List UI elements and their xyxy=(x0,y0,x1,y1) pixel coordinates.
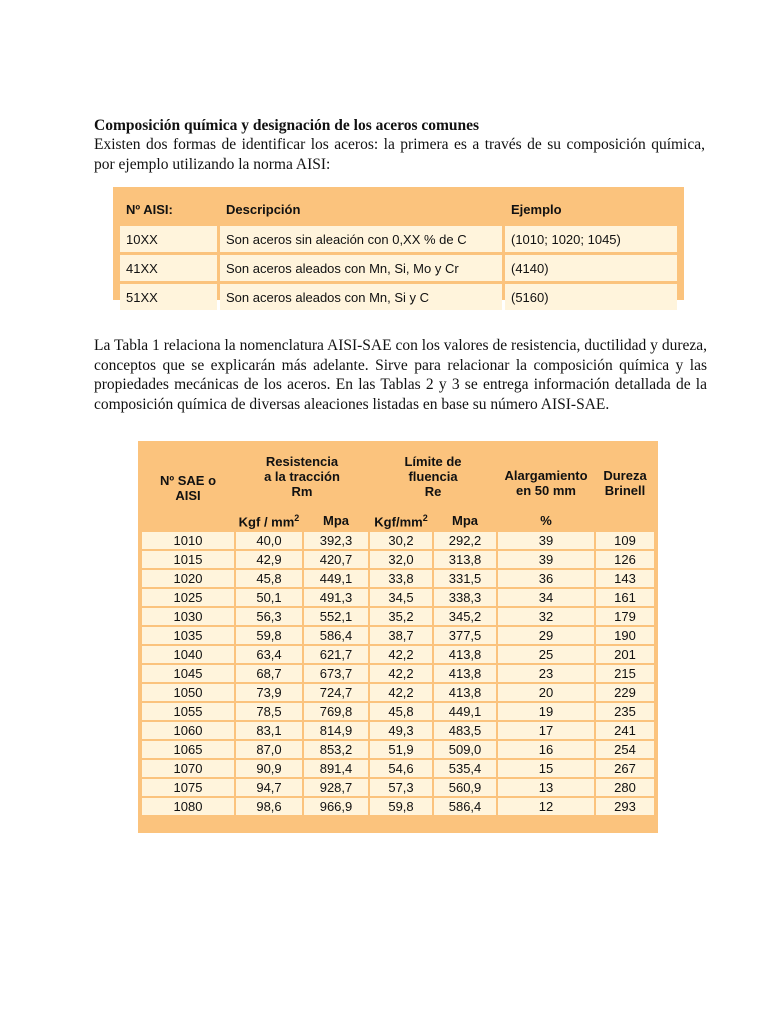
cell-rm-kgf: 59,8 xyxy=(236,627,302,644)
cell-rm-kgf: 83,1 xyxy=(236,722,302,739)
cell-hardness: 215 xyxy=(596,665,654,682)
cell-rm-kgf: 56,3 xyxy=(236,608,302,625)
cell-sae: 1010 xyxy=(142,532,234,549)
header-empty xyxy=(596,510,654,530)
cell-hardness: 190 xyxy=(596,627,654,644)
cell-elongation: 15 xyxy=(498,760,594,777)
cell-re-kgf: 32,0 xyxy=(370,551,432,568)
header-sae-aisi xyxy=(142,445,234,530)
steel-properties-table xyxy=(138,441,658,833)
cell-re-kgf: 30,2 xyxy=(370,532,432,549)
cell-example: (1010; 1020; 1045) xyxy=(505,226,677,252)
cell-hardness: 280 xyxy=(596,779,654,796)
cell-sae: 1055 xyxy=(142,703,234,720)
cell-elongation: 17 xyxy=(498,722,594,739)
cell-sae: 1035 xyxy=(142,627,234,644)
cell-hardness: 254 xyxy=(596,741,654,758)
table-row xyxy=(142,703,654,720)
cell-sae: 1025 xyxy=(142,589,234,606)
cell-rm-kgf: 63,4 xyxy=(236,646,302,663)
cell-elongation: 32 xyxy=(498,608,594,625)
header-example: Ejemplo xyxy=(511,201,562,217)
body-paragraph: La Tabla 1 relaciona la nomenclatura AISI-SAE con los valores de resistencia, ductilidad y dureza, conceptos que se explicarán más adelante. Sirve para relacionar la composición química y las propiedades mecánicas de los aceros. En las Tablas 2 y 3 se entrega información detallada de la composición química de diversas aleaciones listadas en base su número AISI-SAE. xyxy=(94,337,707,413)
cell-elongation: 39 xyxy=(498,551,594,568)
intro-paragraph: Existen dos formas de identificar los aceros: la primera es a través de su composición química, por ejemplo utilizando la norma AISI: xyxy=(94,136,705,173)
cell-rm-mpa: 814,9 xyxy=(304,722,368,739)
cell-hardness: 293 xyxy=(596,798,654,815)
cell-elongation: 19 xyxy=(498,703,594,720)
header-brinell-hardness xyxy=(596,445,654,508)
table-header-row xyxy=(142,445,654,508)
cell-hardness: 267 xyxy=(596,760,654,777)
cell-re-kgf: 34,5 xyxy=(370,589,432,606)
cell-re-mpa: 509,0 xyxy=(434,741,496,758)
table-row xyxy=(142,665,654,682)
cell-hardness: 201 xyxy=(596,646,654,663)
header-elongation xyxy=(498,445,594,508)
cell-sae: 1050 xyxy=(142,684,234,701)
header-line: Alargamiento xyxy=(504,467,588,483)
cell-hardness: 161 xyxy=(596,589,654,606)
cell-hardness: 229 xyxy=(596,684,654,701)
cell-re-mpa: 345,2 xyxy=(434,608,496,625)
cell-rm-mpa: 966,9 xyxy=(304,798,368,815)
cell-re-mpa: 449,1 xyxy=(434,703,496,720)
cell-description: Son aceros aleados con Mn, Si y C xyxy=(220,284,502,310)
table-row xyxy=(142,589,654,606)
cell-rm-mpa: 928,7 xyxy=(304,779,368,796)
cell-re-kgf: 49,3 xyxy=(370,722,432,739)
cell-rm-kgf: 78,5 xyxy=(236,703,302,720)
cell-re-mpa: 331,5 xyxy=(434,570,496,587)
table-row xyxy=(142,608,654,625)
cell-re-kgf: 57,3 xyxy=(370,779,432,796)
cell-re-kgf: 42,2 xyxy=(370,665,432,682)
cell-rm-mpa: 891,4 xyxy=(304,760,368,777)
header-line: Re xyxy=(424,484,442,499)
cell-rm-kgf: 68,7 xyxy=(236,665,302,682)
cell-hardness: 109 xyxy=(596,532,654,549)
cell-re-mpa: 483,5 xyxy=(434,722,496,739)
table-row xyxy=(142,722,654,739)
cell-rm-mpa: 449,1 xyxy=(304,570,368,587)
table-row xyxy=(120,226,677,252)
cell-rm-kgf: 73,9 xyxy=(236,684,302,701)
table-row xyxy=(120,255,677,281)
header-line: a la tracción xyxy=(264,469,340,484)
cell-sae: 1065 xyxy=(142,741,234,758)
cell-sae: 1060 xyxy=(142,722,234,739)
cell-re-kgf: 42,2 xyxy=(370,646,432,663)
cell-elongation: 25 xyxy=(498,646,594,663)
unit-superscript: 2 xyxy=(294,512,300,523)
table-row xyxy=(142,646,654,663)
cell-elongation: 20 xyxy=(498,684,594,701)
cell-hardness: 241 xyxy=(596,722,654,739)
cell-re-mpa: 338,3 xyxy=(434,589,496,606)
cell-re-mpa: 586,4 xyxy=(434,798,496,815)
aisi-designation-table xyxy=(113,187,684,305)
table-row xyxy=(142,684,654,701)
cell-rm-kgf: 42,9 xyxy=(236,551,302,568)
cell-rm-kgf: 50,1 xyxy=(236,589,302,606)
cell-aisi: 10XX xyxy=(120,226,217,252)
header-elong-unit: % xyxy=(540,512,552,528)
header-line: Brinell xyxy=(604,482,646,498)
cell-re-mpa: 413,8 xyxy=(434,684,496,701)
header-tensile-strength xyxy=(236,445,368,508)
cell-sae: 1080 xyxy=(142,798,234,815)
cell-hardness: 235 xyxy=(596,703,654,720)
cell-elongation: 36 xyxy=(498,570,594,587)
cell-rm-mpa: 392,3 xyxy=(304,532,368,549)
header-rm-mpa: Mpa xyxy=(323,512,349,528)
cell-hardness: 179 xyxy=(596,608,654,625)
cell-example: (4140) xyxy=(505,255,677,281)
cell-rm-mpa: 673,7 xyxy=(304,665,368,682)
header-aisi: Nº AISI: xyxy=(126,201,173,217)
cell-rm-kgf: 40,0 xyxy=(236,532,302,549)
cell-elongation: 39 xyxy=(498,532,594,549)
cell-sae: 1030 xyxy=(142,608,234,625)
table-row xyxy=(142,779,654,796)
cell-re-kgf: 54,6 xyxy=(370,760,432,777)
cell-sae: 1075 xyxy=(142,779,234,796)
cell-rm-mpa: 586,4 xyxy=(304,627,368,644)
table-row xyxy=(142,627,654,644)
cell-hardness: 126 xyxy=(596,551,654,568)
cell-example: (5160) xyxy=(505,284,677,310)
header-line: Dureza xyxy=(603,467,647,483)
cell-sae: 1015 xyxy=(142,551,234,568)
table-row xyxy=(142,760,654,777)
cell-re-mpa: 377,5 xyxy=(434,627,496,644)
cell-rm-mpa: 853,2 xyxy=(304,741,368,758)
cell-rm-kgf: 98,6 xyxy=(236,798,302,815)
cell-rm-mpa: 491,3 xyxy=(304,589,368,606)
cell-rm-kgf: 94,7 xyxy=(236,779,302,796)
cell-elongation: 29 xyxy=(498,627,594,644)
unit-text: Kgf / mm xyxy=(238,514,295,530)
cell-sae: 1020 xyxy=(142,570,234,587)
header-description: Descripción xyxy=(226,201,301,217)
cell-re-kgf: 51,9 xyxy=(370,741,432,758)
table-row xyxy=(142,570,654,587)
cell-re-mpa: 560,9 xyxy=(434,779,496,796)
table-row xyxy=(142,532,654,549)
cell-sae: 1040 xyxy=(142,646,234,663)
cell-elongation: 13 xyxy=(498,779,594,796)
header-line: AISI xyxy=(175,487,201,503)
cell-elongation: 16 xyxy=(498,741,594,758)
cell-re-kgf: 33,8 xyxy=(370,570,432,587)
header-line: en 50 mm xyxy=(516,482,576,498)
cell-re-kgf: 42,2 xyxy=(370,684,432,701)
cell-re-kgf: 59,8 xyxy=(370,798,432,815)
header-line: fluencia xyxy=(408,469,458,484)
header-line: Límite de xyxy=(404,454,462,469)
cell-sae: 1045 xyxy=(142,665,234,682)
cell-rm-mpa: 420,7 xyxy=(304,551,368,568)
cell-re-kgf: 45,8 xyxy=(370,703,432,720)
cell-aisi: 51XX xyxy=(120,284,217,310)
header-rm-kgf xyxy=(236,510,302,530)
cell-re-mpa: 413,8 xyxy=(434,665,496,682)
cell-rm-mpa: 769,8 xyxy=(304,703,368,720)
cell-re-kgf: 38,7 xyxy=(370,627,432,644)
cell-re-mpa: 535,4 xyxy=(434,760,496,777)
unit-text: Kgf/mm xyxy=(374,514,423,530)
cell-rm-mpa: 621,7 xyxy=(304,646,368,663)
cell-elongation: 12 xyxy=(498,798,594,815)
cell-elongation: 23 xyxy=(498,665,594,682)
table-row xyxy=(120,284,677,310)
cell-rm-kgf: 87,0 xyxy=(236,741,302,758)
table-row xyxy=(142,551,654,568)
cell-rm-kgf: 90,9 xyxy=(236,760,302,777)
table-header-row xyxy=(120,195,677,223)
cell-re-mpa: 413,8 xyxy=(434,646,496,663)
cell-rm-mpa: 724,7 xyxy=(304,684,368,701)
header-yield-strength xyxy=(370,445,496,508)
cell-re-mpa: 313,8 xyxy=(434,551,496,568)
unit-superscript: 2 xyxy=(422,512,428,523)
cell-rm-kgf: 45,8 xyxy=(236,570,302,587)
cell-sae: 1070 xyxy=(142,760,234,777)
table-row xyxy=(142,741,654,758)
cell-elongation: 34 xyxy=(498,589,594,606)
header-re-mpa: Mpa xyxy=(452,512,478,528)
header-re-kgf xyxy=(370,510,432,530)
section-heading: Composición química y designación de los aceros comunes xyxy=(94,117,480,134)
cell-hardness: 143 xyxy=(596,570,654,587)
header-line: Nº SAE o xyxy=(159,472,217,488)
cell-description: Son aceros sin aleación con 0,XX % de C xyxy=(220,226,502,252)
cell-aisi: 41XX xyxy=(120,255,217,281)
header-line: Resistencia xyxy=(265,454,339,469)
table-row xyxy=(142,798,654,815)
header-line: Rm xyxy=(291,484,313,499)
cell-description: Son aceros aleados con Mn, Si, Mo y Cr xyxy=(220,255,502,281)
cell-rm-mpa: 552,1 xyxy=(304,608,368,625)
cell-re-mpa: 292,2 xyxy=(434,532,496,549)
cell-re-kgf: 35,2 xyxy=(370,608,432,625)
